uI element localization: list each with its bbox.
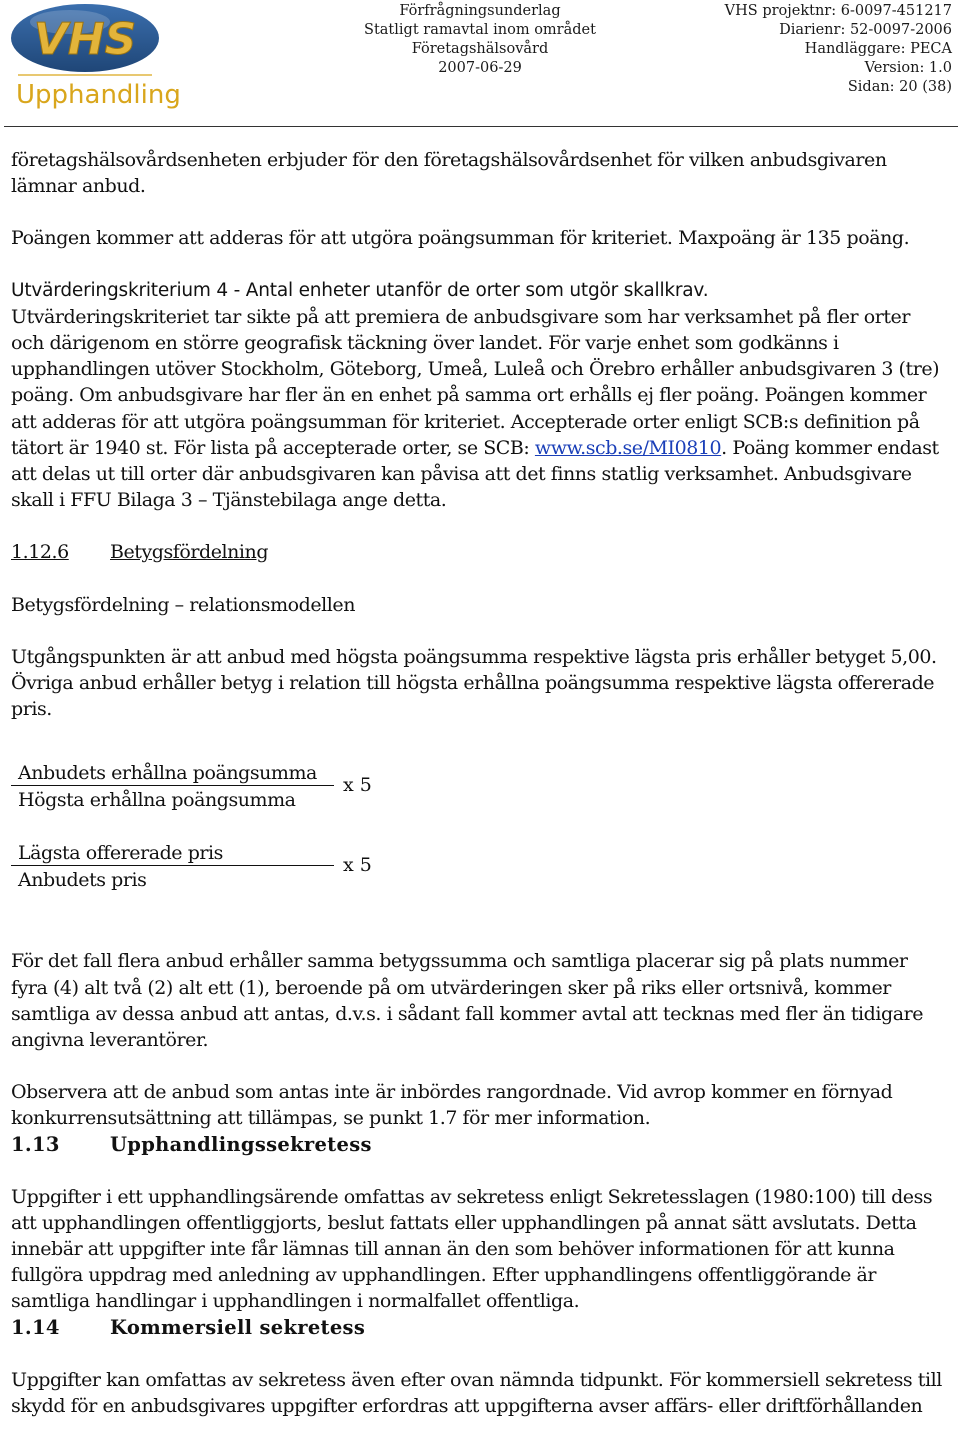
section-1-13-heading <box>11 1132 946 1158</box>
section-title: Kommersiell sekretess <box>110 1315 366 1339</box>
header-right-block <box>652 2 952 97</box>
section-1-14-text: Uppgifter kan omfattas av sekretess även efter ovan nämnda tidpunkt. För kommersiell sekretess till skydd för en anbudsgivares uppgifter erfordras att uppgifterna avser affärs- eller driftförhållanden <box>11 1368 942 1417</box>
header-handler: Handläggare: PECA <box>804 41 952 57</box>
paragraph-points: Poängen kommer att adderas för att utgöra poängsumman för kriteriet. Maxpoäng är 135 poäng. <box>11 227 910 250</box>
header-agreement: Statligt ramavtal inom området <box>364 22 596 38</box>
formula-points-multiplier: x 5 <box>343 774 372 797</box>
header-diary-number: Diarienr: 52-0097-2006 <box>779 22 952 38</box>
formula-points <box>11 760 411 840</box>
header-page-number: Sidan: 20 (38) <box>847 79 952 95</box>
section-1-14-heading <box>11 1315 946 1341</box>
paragraph-continuation: företagshälsovårdsenheten erbjuder för den företagshälsovårdsenhet för vilken anbudsgivaren lämnar anbud. <box>11 149 887 198</box>
header-doc-type: Förfrågningsunderlag <box>399 3 561 19</box>
model-title: Betygsfördelning – relationsmodellen <box>11 593 355 616</box>
subsection-title: Betygsfördelning <box>110 541 269 564</box>
formula-price-denominator: Anbudets pris <box>18 869 147 892</box>
formula-price-numerator: Lägsta offererade pris <box>18 842 223 865</box>
section-number: 1.13 <box>11 1132 60 1156</box>
subsection-heading <box>11 539 946 565</box>
fraction-line <box>11 865 334 866</box>
section-1-13-text: Uppgifter i ett upphandlingsärende omfattas av sekretess enligt Sekretesslagen (1980:100) till dess att upphandlingen offentliggjorts, beslut fattats eller upphandlingen på annat sätt avslutats. Detta innebär att uppgifter inte får lämnas till annan än den som behöver informationen för att kunna fullgöra uppdrag med anledning av upphandlingen. Efter upphandlingens offentliggörande är samtliga handlingar i upphandlingen i normalfallet offentliga. <box>11 1185 933 1313</box>
formula-price-multiplier: x 5 <box>343 854 372 877</box>
model-text: Utgångspunkten är att anbud med högsta poängsumma respektive lägsta pris erhåller betyget 5,00. Övriga anbud erhåller betyg i relation till högsta erhållna poängsumma respektive lägsta offererade pris. <box>11 645 937 721</box>
vhs-upphandling-logo <box>10 2 181 110</box>
tie-rule-text: För det fall flera anbud erhåller samma betygssumma och samtliga placerar sig på plats nummer fyra (4) alt två (2) alt ett (1), beroende på om utvärderingen sker på riks eller ortsnivå, kommer samtliga av dessa anbud att antas, d.v.s. i sådant fall kommer avtal att tecknas med fler än tidigare angivna leverantörer. <box>11 950 924 1052</box>
skall-emphasis: skall <box>11 489 54 512</box>
observation-text: Observera att de anbud som antas inte är inbördes rangordnade. Vid avrop kommer en förnyad konkurrensutsättning att tillämpas, se punkt 1.7 för mer information. <box>11 1081 893 1130</box>
header-center-block <box>360 2 600 78</box>
header-divider <box>4 126 958 127</box>
header-version: Version: 1.0 <box>864 60 952 76</box>
section-reference: punkt 1.7 <box>368 1107 457 1130</box>
section-number: 1.14 <box>11 1315 60 1339</box>
section-title: Upphandlingssekretess <box>110 1132 372 1156</box>
criterion-4-text: Utvärderingskriteriet tar sikte på att premiera de anbudsgivare som har verksamhet på fler orter och därigenom en större geografisk täckning över landet. För varje enhet som godkänns i upphandlingen utöver Stockholm, Göteborg, Umeå, Luleå och Örebro erhåller anbudsgivaren 3 (tre) poäng. Om anbudsgivare har fler än en enhet på samma ort erhålls ej fler poäng. Poängen kommer att adderas för att utgöra poängsumman för kriteriet. Accepterade orter enligt SCB:s definition på tätort är 1940 st. För lista på accepterade orter, se SCB: www.scb.se/MI0810. Poäng kommer endast att delas ut till orter där anbudsgivaren kan påvisa att det finns statlig verksamhet. Anbudsgivare skall i FFU Bilaga 3 – Tjänstebilaga ange detta. <box>11 305 940 512</box>
subsection-number: 1.12.6 <box>11 541 69 564</box>
svg-text:Upphandling: Upphandling <box>16 80 181 110</box>
header-project-number: VHS projektnr: 6-0097-451217 <box>724 3 952 19</box>
criterion-4-title: Utvärderingskriterium 4 - Antal enheter utanför de orter som utgör skallkrav. <box>11 279 709 301</box>
header-date: 2007-06-29 <box>438 60 522 76</box>
scb-link[interactable]: www.scb.se/MI0810 <box>534 436 722 459</box>
header-area: Företagshälsovård <box>411 41 549 57</box>
document-body <box>11 147 946 1419</box>
formula-points-denominator: Högsta erhållna poängsumma <box>18 789 296 812</box>
formula-price <box>11 840 411 920</box>
fraction-line <box>11 785 334 786</box>
formula-points-numerator: Anbudets erhållna poängsumma <box>18 762 317 785</box>
svg-text:VHS: VHS <box>33 14 137 65</box>
